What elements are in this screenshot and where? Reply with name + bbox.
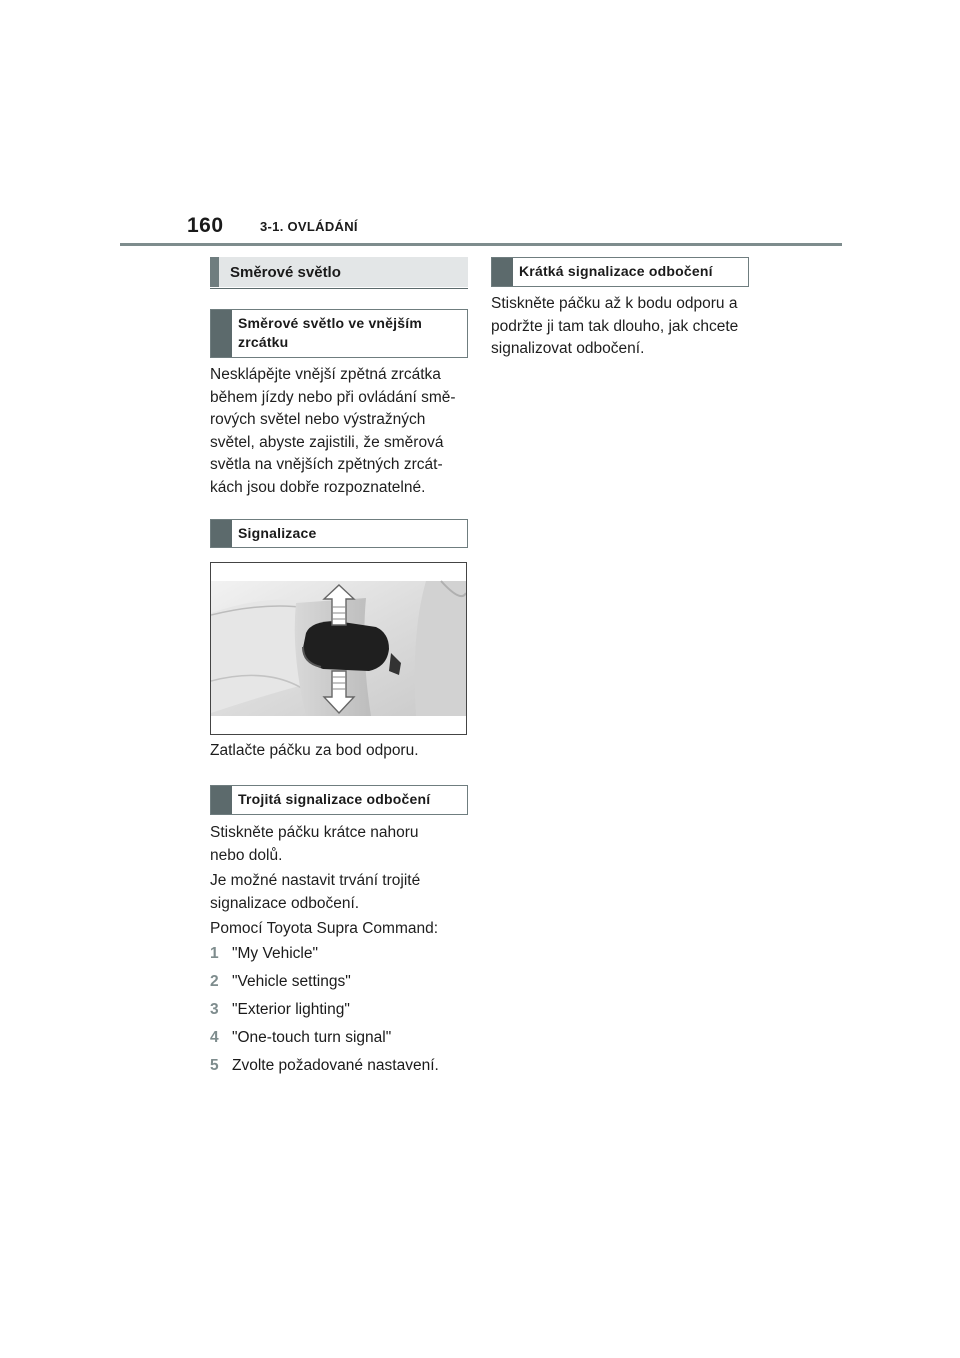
step-text: "My Vehicle"	[232, 945, 318, 962]
subheading-text: Směrové světlo ve vnějším zrcátku	[238, 315, 422, 350]
lever-svg	[211, 563, 466, 734]
step-text: "Exterior lighting"	[232, 1001, 350, 1018]
triple-paragraph-2: Je možné nastavit trvání trojité signalizace odbočení.	[210, 872, 421, 912]
step-text: "Vehicle settings"	[232, 973, 351, 990]
subheading-signaling	[210, 519, 468, 548]
section-heading	[210, 257, 468, 287]
triple-paragraph-3: Pomocí Toyota Supra Command:	[210, 920, 439, 937]
subheading-short-turn-signal	[491, 257, 749, 287]
section-rule	[210, 288, 468, 289]
section-heading-text: Směrové světlo	[230, 263, 341, 281]
subheading-bar	[211, 520, 232, 547]
subheading-text: Trojitá signalizace odbočení	[238, 791, 431, 807]
subheading-mirror-indicator	[210, 309, 468, 358]
subheading-text: Signalizace	[238, 525, 317, 541]
page-number: 160	[187, 214, 224, 237]
step-item	[210, 971, 351, 993]
triple-paragraph-1: Stiskněte páčku krátce nahoru nebo dolů.	[210, 824, 419, 864]
step-number: 4	[210, 1029, 219, 1046]
step-item	[210, 943, 318, 965]
header-rule	[120, 243, 842, 246]
mirror-paragraph: Nesklápějte vnější zpětná zrcátka během jízdy nebo při ovládání smě-rových světel nebo výstražných světel, abyste zajistili, že směrová světla na vnějších zpětných zrcát-kách jsou dobře rozpoznatelné.	[210, 366, 456, 496]
subheading-bar	[211, 786, 232, 814]
subheading-text: Krátká signalizace odbočení	[519, 263, 713, 279]
step-item	[210, 1055, 439, 1077]
subheading-bar	[492, 258, 513, 286]
step-number: 1	[210, 945, 219, 962]
step-number: 2	[210, 973, 219, 990]
step-number: 5	[210, 1057, 219, 1074]
step-item	[210, 1027, 391, 1049]
short-signal-paragraph: Stiskněte páčku až k bodu odporu a podržte ji tam tak dlouho, jak chcete signalizovat odbočení.	[491, 295, 739, 357]
step-text: Zvolte požadované nastavení.	[232, 1057, 439, 1074]
figure-caption: Zatlačte páčku za bod odporu.	[210, 742, 419, 759]
step-text: "One-touch turn signal"	[232, 1029, 392, 1046]
turn-signal-lever-illustration	[210, 562, 467, 735]
step-item	[210, 999, 350, 1021]
subheading-bar	[211, 310, 232, 357]
step-number: 3	[210, 1001, 219, 1018]
subheading-triple-turn-signal	[210, 785, 468, 815]
chapter-title: 3-1. OVLÁDÁNÍ	[260, 219, 358, 234]
